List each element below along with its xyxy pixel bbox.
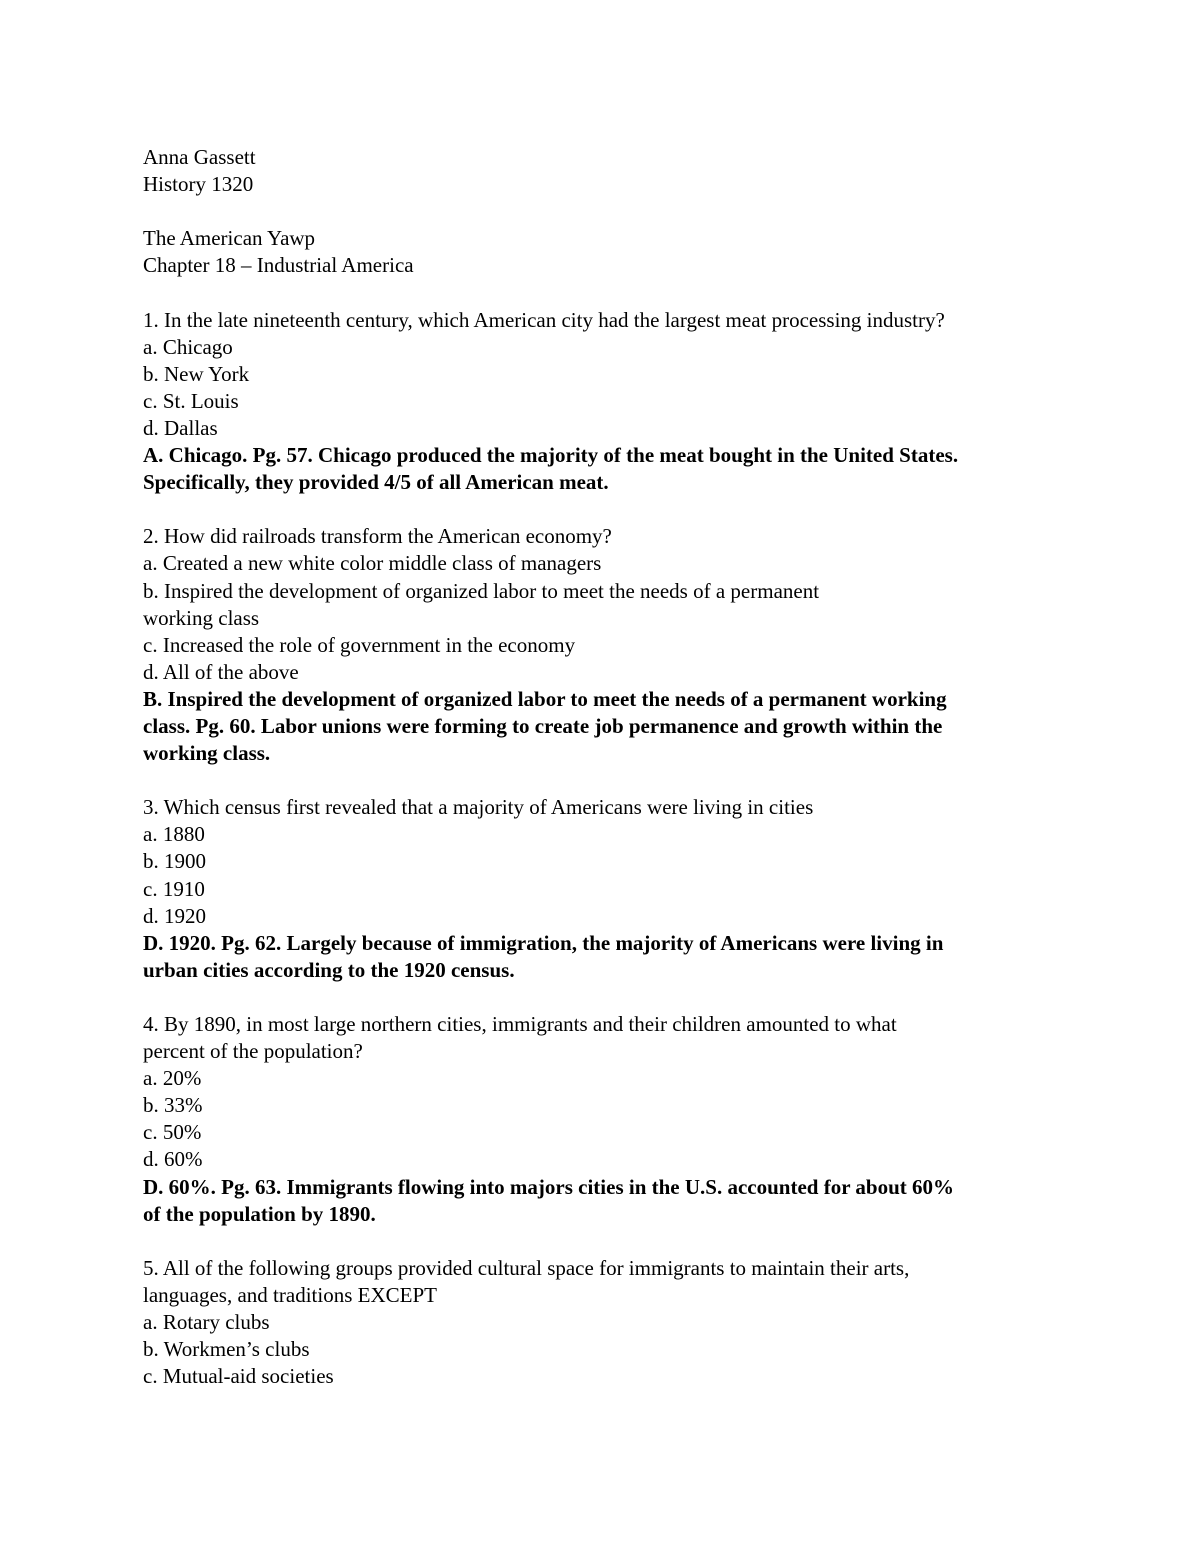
question-block xyxy=(143,1011,1103,1255)
book-title: The American Yawp xyxy=(143,226,316,251)
question-list xyxy=(143,307,1103,1391)
answer-option: a. 20% xyxy=(143,1066,202,1091)
document-page xyxy=(143,144,1103,1390)
answer-option: b. Inspired the development of organized labor to meet the needs of a permanent xyxy=(143,578,820,603)
answer-option: c. Increased the role of government in the economy xyxy=(143,632,576,657)
answer-explanation: D. 60%. Pg. 63. Immigrants flowing into majors cities in the U.S. accounted for about 60% xyxy=(143,1174,955,1199)
question-text: 3. Which census first revealed that a majority of Americans were living in cities xyxy=(143,795,814,820)
answer-option: b. 1900 xyxy=(143,849,206,874)
answer-explanation: class. Pg. 60. Labor unions were forming to create job permanence and growth within the xyxy=(143,713,943,738)
answer-option: working class xyxy=(143,605,260,630)
question-text: 1. In the late nineteenth century, which American city had the largest meat processing industry? xyxy=(143,307,945,332)
answer-explanation: A. Chicago. Pg. 57. Chicago produced the majority of the meat bought in the United States. xyxy=(143,443,959,468)
question-block xyxy=(143,794,1103,1011)
answer-explanation: B. Inspired the development of organized labor to meet the needs of a permanent working xyxy=(143,686,947,711)
student-name: Anna Gassett xyxy=(143,145,256,169)
answer-explanation: Specifically, they provided 4/5 of all American meat. xyxy=(143,470,609,495)
spacer xyxy=(143,767,1103,794)
spacer xyxy=(143,279,1103,306)
answer-option: d. All of the above xyxy=(143,659,299,684)
question-block xyxy=(143,307,1103,524)
answer-option: b. 33% xyxy=(143,1093,203,1118)
spacer xyxy=(143,984,1103,1011)
answer-option: c. 1910 xyxy=(143,876,205,901)
course-name: History 1320 xyxy=(143,172,254,197)
answer-option: d. 1920 xyxy=(143,903,206,928)
answer-option: c. St. Louis xyxy=(143,388,239,413)
answer-option: a. 1880 xyxy=(143,822,205,847)
answer-option: c. Mutual-aid societies xyxy=(143,1364,334,1389)
answer-option: a. Chicago xyxy=(143,334,233,359)
answer-option: c. 50% xyxy=(143,1120,202,1145)
question-text: languages, and traditions EXCEPT xyxy=(143,1282,437,1307)
document-header xyxy=(143,144,1103,307)
spacer xyxy=(143,1228,1103,1255)
question-text: 4. By 1890, in most large northern cities, immigrants and their children amounted to what xyxy=(143,1012,897,1036)
answer-explanation: of the population by 1890. xyxy=(143,1201,376,1226)
question-block xyxy=(143,1255,1103,1390)
answer-option: a. Created a new white color middle class of managers xyxy=(143,551,602,576)
chapter-title: Chapter 18 – Industrial America xyxy=(143,253,414,278)
answer-option: d. 60% xyxy=(143,1147,203,1172)
answer-explanation: D. 1920. Pg. 62. Largely because of immigration, the majority of Americans were living in xyxy=(143,930,944,955)
question-text: 5. All of the following groups provided cultural space for immigrants to maintain their arts, xyxy=(143,1255,910,1280)
answer-option: b. Workmen’s clubs xyxy=(143,1337,310,1362)
answer-option: a. Rotary clubs xyxy=(143,1310,270,1335)
question-text: 2. How did railroads transform the American economy? xyxy=(143,524,612,549)
answer-option: d. Dallas xyxy=(143,415,218,440)
question-block xyxy=(143,523,1103,794)
spacer xyxy=(143,198,1103,225)
question-text: percent of the population? xyxy=(143,1039,363,1064)
answer-option: b. New York xyxy=(143,361,250,386)
answer-explanation: urban cities according to the 1920 census. xyxy=(143,957,515,982)
answer-explanation: working class. xyxy=(143,741,271,766)
spacer xyxy=(143,496,1103,523)
